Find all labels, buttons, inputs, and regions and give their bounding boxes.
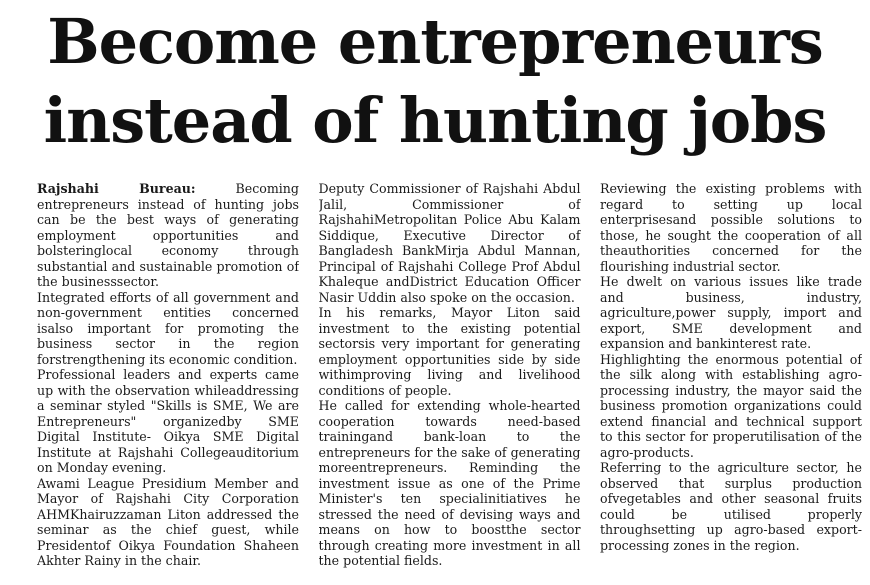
headline-line-1: Become entrepreneurs xyxy=(47,5,823,78)
article-body xyxy=(37,181,862,583)
paragraph: Professional leaders and experts came up with the observation whileaddressing a seminar styled "Skills is SME, We are Entrepreneurs" organizedby SME Digital Institute- Oikya SME Digital Institute at Rajshahi Collegeauditorium on Monday evening. xyxy=(37,367,299,475)
headline xyxy=(0,2,870,160)
paragraph: Awami League Presidium Member and Mayor of Rajshahi City Corporation AHMKhairuzzaman Liton addressed the seminar as the chief guest, while Presidentof Oikya Foundation Shaheen Akhter Rainy in the chair. xyxy=(37,475,299,568)
column-3 xyxy=(600,181,862,583)
headline-line-2: instead of hunting jobs xyxy=(43,84,827,157)
paragraph: Deputy Commissioner of Rajshahi Abdul Jalil, Commissioner of RajshahiMetropolitan Police Abu Kalam Siddique, Executive Director of Bangladesh BankMirja Abdul Mannan, Principal of Rajshahi College Prof Abdul Khaleque andDistrict Education Officer Nasir Uddin also spoke on the occasion. xyxy=(318,181,581,305)
paragraph: He called for extending whole-hearted cooperation towards need-based trainingand bank-loan to the entrepreneurs for the sake of generating moreentrepreneurs. Reminding the investment issue as one of the Prime Minister's ten specialinitiatives he stressed the need of devising ways and means on how to boostthe sector through creating more investment in all the potential fields. xyxy=(318,398,581,568)
column-1 xyxy=(37,181,299,583)
paragraph: He dwelt on various issues like trade and business, industry, agriculture,power supply, import and export, SME development and expansion and bankinterest rate. xyxy=(600,274,862,351)
paragraph: Highlighting the enormous potential of the silk along with establishing agro-processing industry, the mayor said the business promotion organizations could extend financial and technical support to this sector for properutilisation of the agro-products. xyxy=(600,351,862,460)
paragraph: Reviewing the existing problems with regard to setting up local enterprisesand possible solutions to those, he sought the cooperation of all theauthorities concerned for the flourishing industrial sector. xyxy=(600,181,862,274)
paragraph-text: Becoming entrepreneurs instead of hunting jobs can be the best ways of generating employment opportunities and bolsteringlocal economy through substantial and sustainable promotion of the businesssector. xyxy=(37,181,299,289)
paragraph: Integrated efforts of all government and non-government entities concerned isalso important for promoting the business sector in the region forstrengthening its economic condition. xyxy=(37,289,299,367)
paragraph: In his remarks, Mayor Liton said investment to the existing potential sectorsis very important for generating employment opportunities side by side withimproving living and livelihood conditions of people. xyxy=(318,305,581,398)
dateline: Rajshahi Bureau: xyxy=(37,181,196,196)
column-2 xyxy=(319,181,581,583)
paragraph: Referring to the agriculture sector, he observed that surplus production ofvegetables and other seasonal fruits could be utilised properly throughsetting up agro-based export-processing zones in the region. xyxy=(600,460,862,553)
paragraph xyxy=(37,181,299,290)
